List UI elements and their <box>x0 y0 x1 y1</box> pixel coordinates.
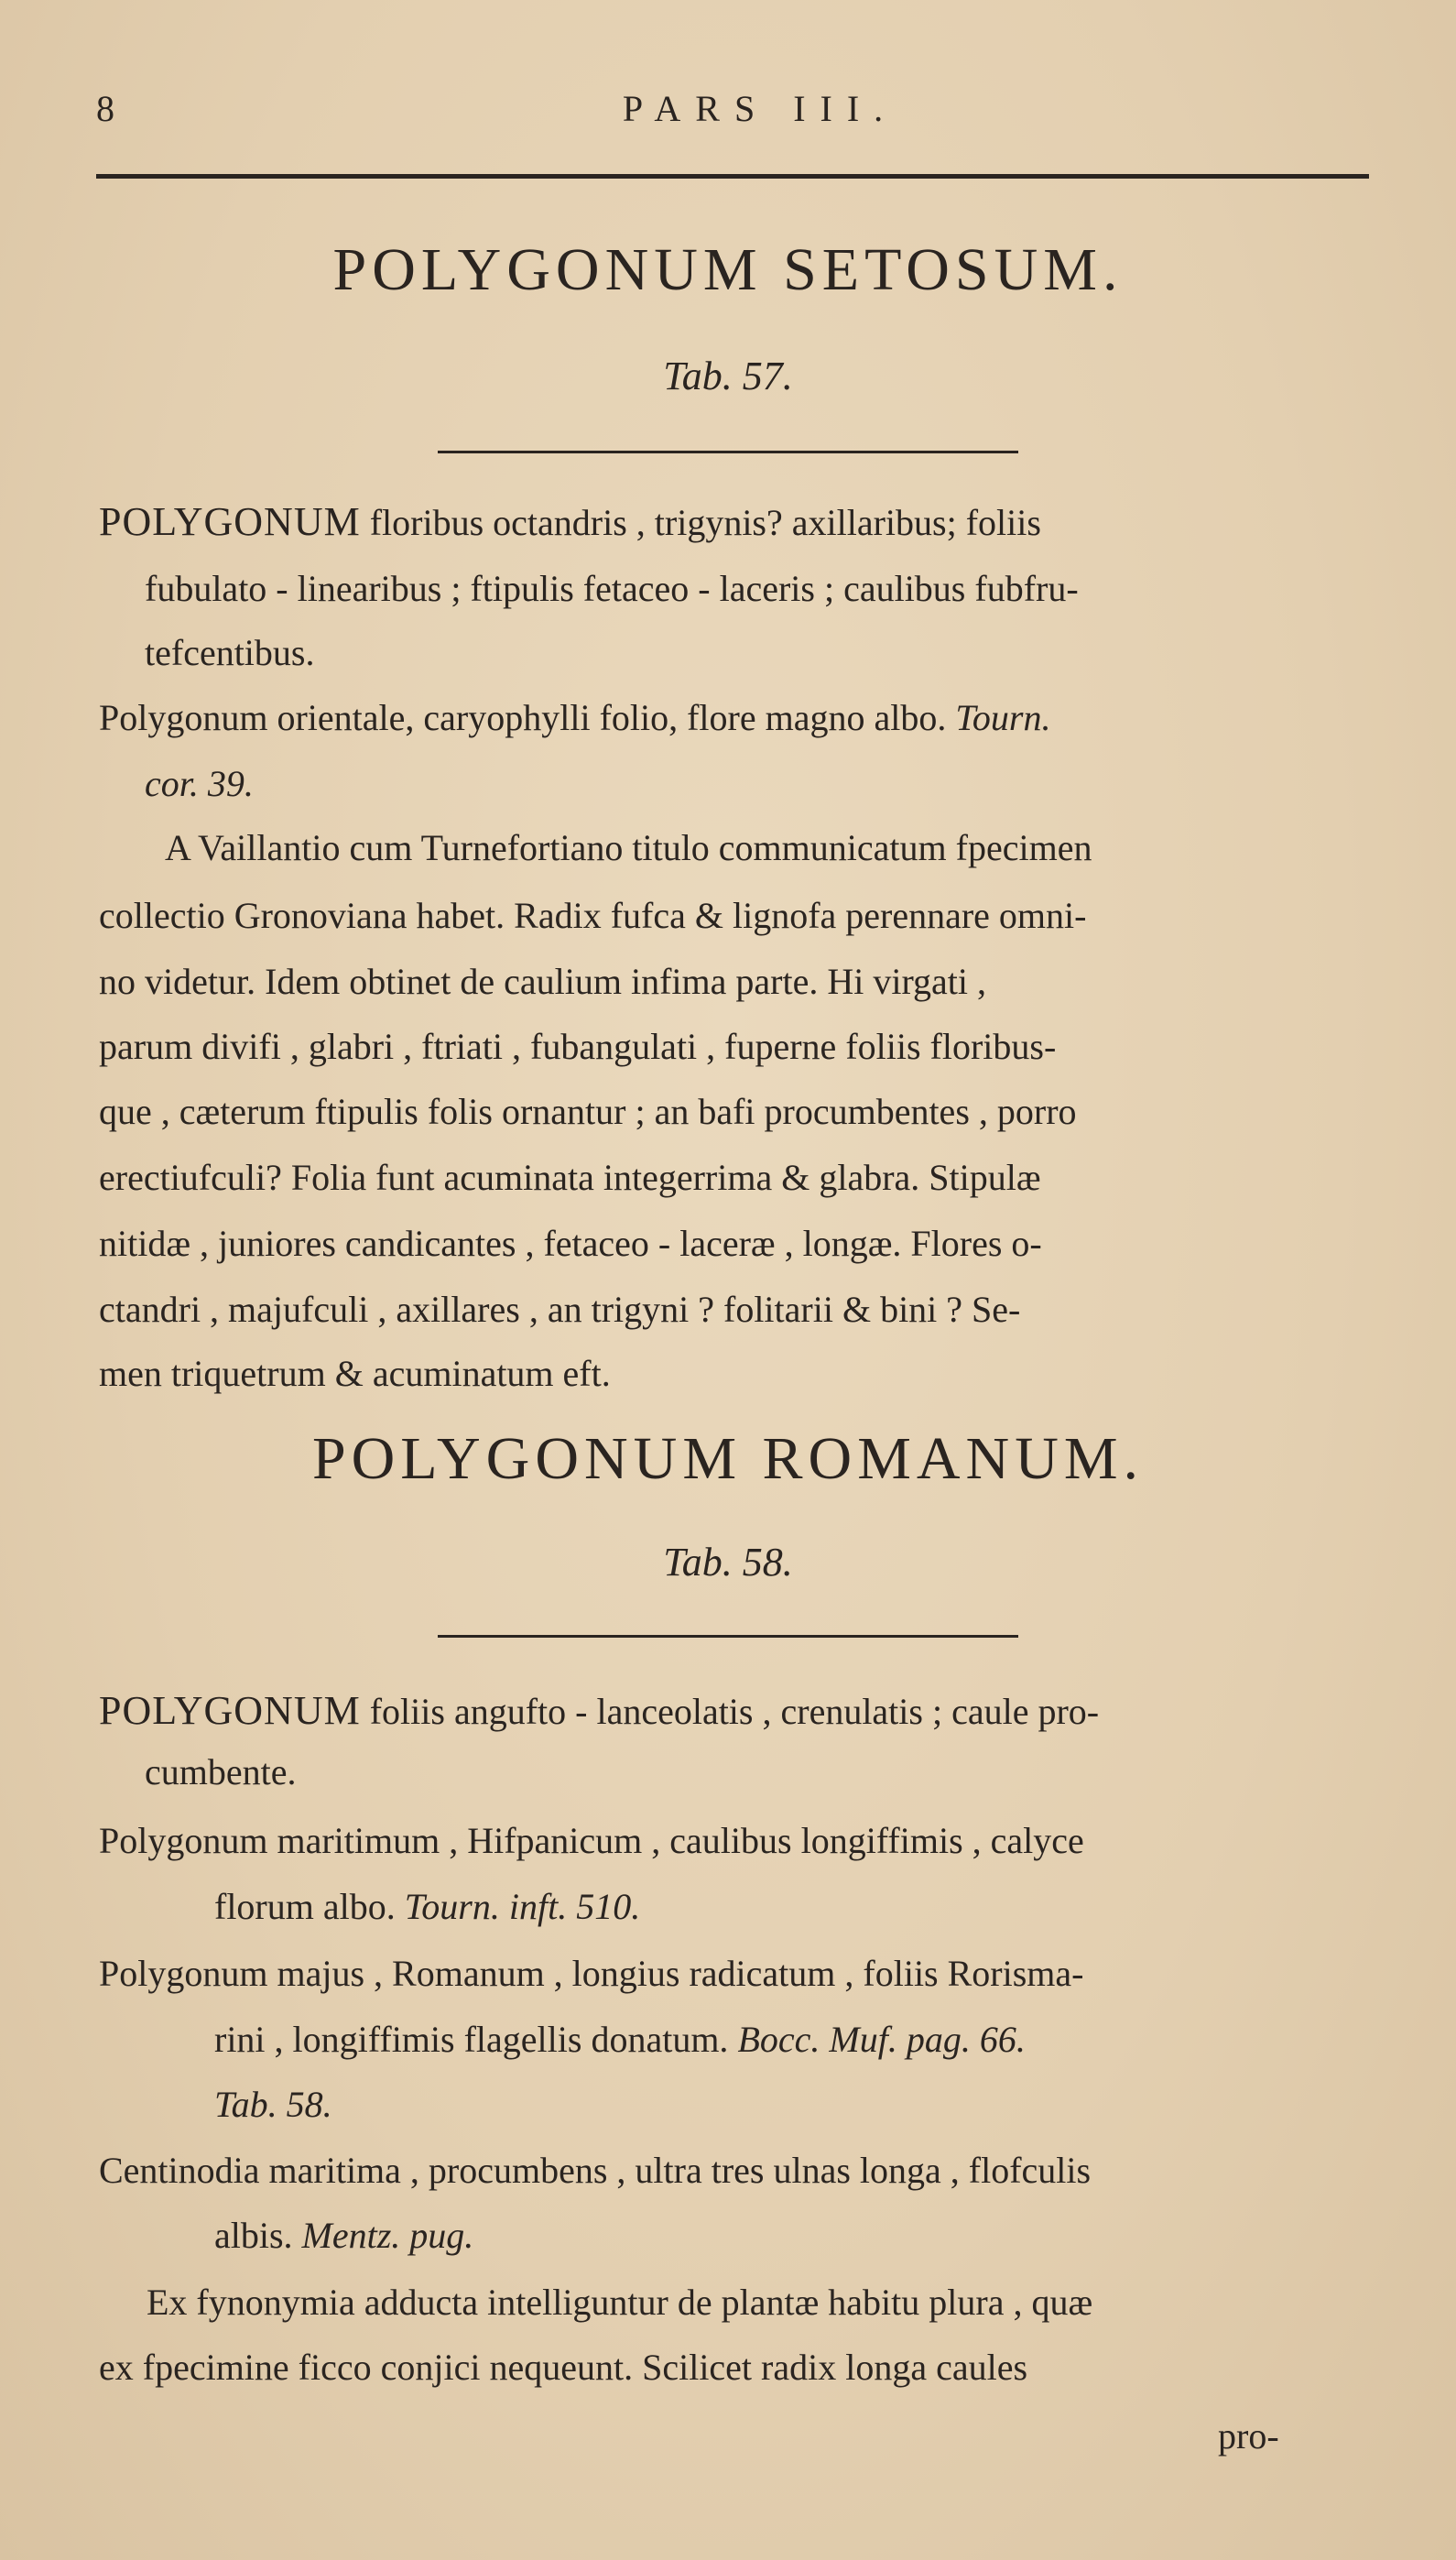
text-line: nitidæ , juniores candicantes , fetaceo - laceræ , longæ. Flores o- <box>99 1223 1042 1264</box>
citation-line: cor. 39. <box>145 763 254 804</box>
text-line <box>99 1688 1100 1733</box>
text-line: Polygonum majus , Romanum , longius radicatum , foliis Rorisma- <box>99 1953 1084 1994</box>
text-line <box>99 697 1051 738</box>
text-span: Polygonum orientale, caryophylli folio, flore magno albo. <box>99 697 956 738</box>
text-line <box>214 2021 1026 2058</box>
running-head <box>96 87 1369 142</box>
text-line: ex fpecimine ficco conjici nequeunt. Scilicet radix longa caules <box>99 2347 1028 2388</box>
text-line: no videtur. Idem obtinet de caulium infima parte. Hi virgati , <box>99 961 987 1002</box>
text-line: collectio Gronoviana habet. Radix fufca & lignofa perennare omni- <box>99 895 1087 936</box>
author-citation: Tourn. <box>955 697 1051 738</box>
text-line: Ex fynonymia adducta intelliguntur de plantæ habitu plura , quæ <box>147 2282 1093 2323</box>
catchword: pro- <box>1218 2415 1279 2457</box>
text-line: ctandri , majufculi , axillares , an trigyni ? folitarii & bini ? Se- <box>99 1289 1021 1330</box>
text-line <box>214 2217 473 2254</box>
text-line: Polygonum maritimum , Hifpanicum , caulibus longiffimis , calyce <box>99 1820 1084 1861</box>
section-title-polygonum-romanum: POLYGONUM ROMANUM. <box>311 1425 1145 1492</box>
text-span: albis. <box>214 2215 302 2256</box>
text-line: men triquetrum & acuminatum eft. <box>99 1353 611 1394</box>
plate-reference: Tab. 58. <box>663 1540 793 1585</box>
genus-name: POLYGONUM <box>99 1688 361 1733</box>
text-line: fubulato - linearibus ; ftipulis fetaceo - laceris ; caulibus fubfru- <box>145 568 1079 609</box>
text-line: A Vaillantio cum Turnefortiano titulo communicatum fpecimen <box>165 827 1092 868</box>
text-span: rini , longiffimis flagellis donatum. <box>214 2019 738 2060</box>
text-line: parum divifi , glabri , ftriati , fubangulati , fuperne foliis floribus- <box>99 1026 1057 1067</box>
author-citation: Bocc. Muf. pag. 66. <box>737 2019 1026 2060</box>
section-rule <box>438 451 1018 453</box>
citation-line: Tab. 58. <box>214 2084 332 2125</box>
text-line: tefcentibus. <box>145 632 315 673</box>
text-line: cumbente. <box>145 1751 297 1792</box>
author-citation: Mentz. pug. <box>301 2215 474 2256</box>
text-span: foliis angufto - lanceolatis , crenulatis ; caule pro- <box>360 1691 1100 1732</box>
text-line: erectiufculi? Folia funt acuminata integerrima & glabra. Stipulæ <box>99 1157 1041 1198</box>
text-line: Centinodia maritima , procumbens , ultra tres ulnas longa , flofculis <box>99 2150 1092 2191</box>
section-rule <box>438 1635 1018 1638</box>
header-rule <box>96 174 1369 179</box>
genus-name: POLYGONUM <box>99 499 361 544</box>
author-citation: Tourn. inft. 510. <box>404 1886 641 1927</box>
text-span: floribus octandris , trigynis? axillaribus; foliis <box>360 502 1041 543</box>
text-line: que , cæterum ftipulis folis ornantur ; an bafi procumbentes , porro <box>99 1091 1077 1132</box>
page-number: 8 <box>96 88 114 129</box>
text-line <box>99 499 1041 544</box>
section-title-polygonum-setosum: POLYGONUM SETOSUM. <box>332 236 1124 303</box>
plate-reference: Tab. 57. <box>663 354 793 398</box>
running-title: PARS III. <box>622 88 898 129</box>
text-line <box>214 1886 641 1927</box>
text-span: florum albo. <box>214 1886 405 1927</box>
